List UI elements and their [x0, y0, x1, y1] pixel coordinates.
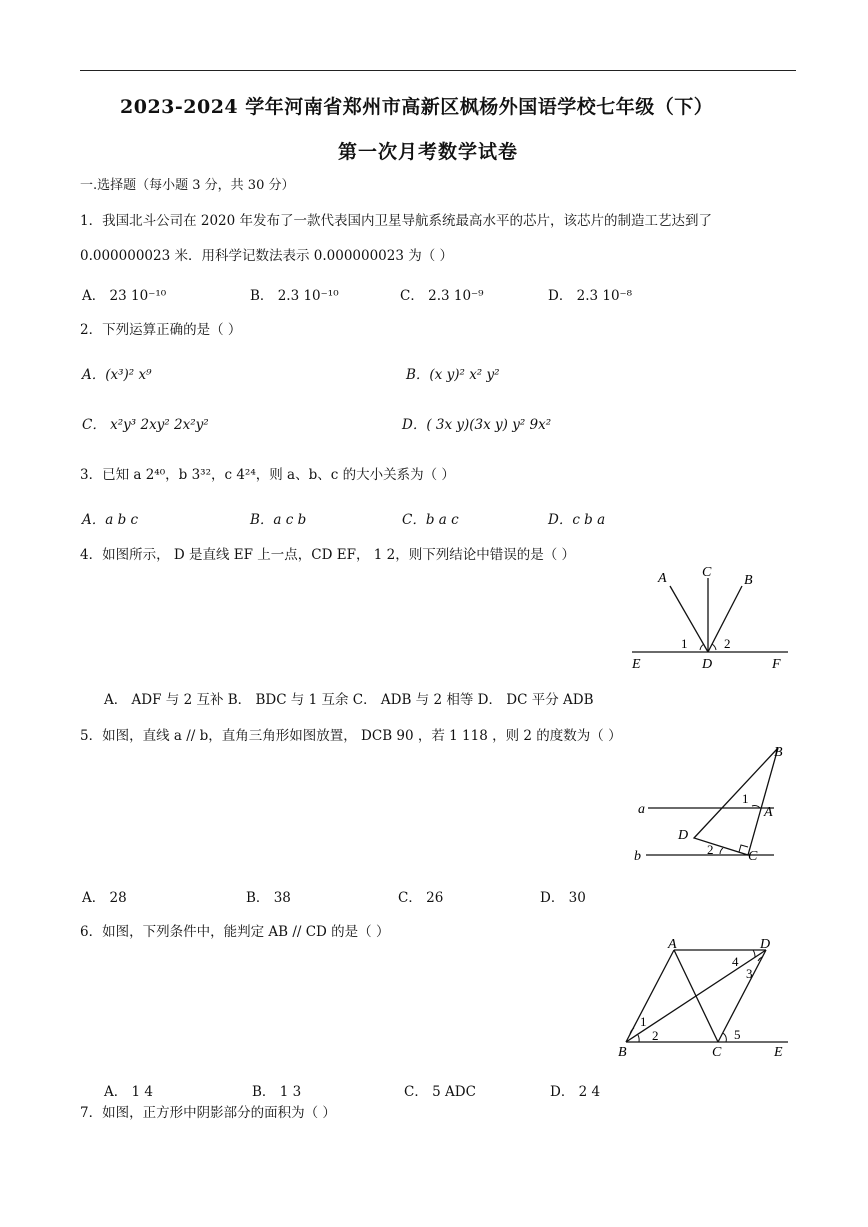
- q4-label-c: C: [702, 565, 712, 580]
- q6-option-c: C． 5 ADC: [404, 1084, 476, 1100]
- header-rule: [80, 70, 796, 71]
- q6-option-a: A． 1 4: [104, 1084, 154, 1100]
- q1-option-a: A． 23 10⁻¹⁰: [82, 288, 167, 304]
- q3-stem: 3．已知 a 2⁴⁰，b 3³²，c 4²⁴，则 a、b、c 的大小关系为（ ）: [80, 467, 455, 483]
- section-heading: 一.选择题（每小题 3 分，共 30 分）: [80, 178, 295, 193]
- q5-label-2: 2: [707, 842, 714, 857]
- q5-figure: [620, 738, 790, 866]
- q5-label-1: 1: [742, 791, 749, 806]
- q6-label-d: D: [760, 937, 771, 952]
- q1-stem-line1: 1．我国北斗公司在 2020 年发布了一款代表国内卫星导航系统最高水平的芯片，该芯片的制造工艺达到了: [80, 213, 713, 229]
- q6-label-5: 5: [734, 1027, 741, 1042]
- q5-option-c: C． 26: [398, 890, 444, 906]
- q4-label-b: B: [744, 573, 753, 588]
- q5-stem: 5．如图，直线 a // b，直角三角形如图放置， DCB 90 ，若 1 118 ，则 2 的度数为（ ）: [80, 728, 622, 744]
- q4-stem: 4．如图所示， D 是直线 EF 上一点，CD EF， 1 2，则下列结论中错误的是（ ）: [80, 547, 576, 563]
- q6-option-b: B． 1 3: [252, 1084, 302, 1100]
- q1-option-d: D． 2.3 10⁻⁸: [548, 288, 633, 304]
- q3-option-b: B．a c b: [250, 512, 307, 528]
- exam-title: 2023-2024 学年河南省郑州市高新区枫杨外国语学校七年级（下）: [120, 96, 714, 118]
- q4-label-f: F: [772, 657, 781, 672]
- q6-label-1: 1: [640, 1014, 647, 1029]
- q6-label-a: A: [668, 937, 677, 952]
- q5-label-b-point: B: [774, 745, 783, 760]
- q6-label-3: 3: [746, 966, 753, 981]
- q4-label-e: E: [632, 657, 641, 672]
- q6-label-4: 4: [732, 954, 739, 969]
- q5-label-line-b: b: [634, 849, 641, 864]
- q5-option-b: B． 38: [246, 890, 291, 906]
- q2-option-b: B．(x y)² x² y²: [406, 367, 500, 383]
- q5-label-a-point: A: [764, 805, 773, 820]
- q5-option-d: D． 30: [540, 890, 586, 906]
- q5-label-d: D: [678, 828, 689, 843]
- q6-label-c: C: [712, 1045, 722, 1060]
- q1-option-b: B． 2.3 10⁻¹⁰: [250, 288, 339, 304]
- q2-option-d: D．( 3x y)(3x y) y² 9x²: [402, 417, 552, 433]
- q4-label-d: D: [702, 657, 713, 672]
- q2-option-c: C． x²y³ 2xy² 2x²y²: [82, 417, 209, 433]
- q7-stem: 7．如图，正方形中阴影部分的面积为（ ）: [80, 1105, 336, 1121]
- q3-option-a: A．a b c: [82, 512, 139, 528]
- q5-option-a: A． 28: [82, 890, 127, 906]
- q6-label-2: 2: [652, 1028, 659, 1043]
- q6-label-e: E: [774, 1045, 783, 1060]
- q5-label-c: C: [748, 849, 758, 864]
- q4-label-1: 1: [681, 636, 688, 651]
- q4-options: A． ADF 与 2 互补 B． BDC 与 1 互余 C． ADB 与 2 相等 D． DC 平分 ADB: [104, 692, 594, 708]
- q3-option-c: C．b a c: [402, 512, 459, 528]
- q1-option-c: C． 2.3 10⁻⁹: [400, 288, 484, 304]
- q4-label-2: 2: [724, 636, 731, 651]
- q2-stem: 2．下列运算正确的是（ ）: [80, 322, 242, 338]
- q4-label-a: A: [658, 571, 667, 586]
- q1-stem-line2: 0.000000023 米．用科学记数法表示 0.000000023 为（ ）: [80, 248, 454, 264]
- exam-subtitle: 第一次月考数学试卷: [338, 141, 519, 163]
- q3-option-d: D．c b a: [548, 512, 606, 528]
- q5-label-line-a: a: [638, 802, 645, 817]
- q6-option-d: D． 2 4: [550, 1084, 601, 1100]
- q6-figure: [612, 936, 792, 1060]
- q6-label-b: B: [618, 1045, 627, 1060]
- q4-figure: [620, 560, 790, 672]
- q2-option-a: A．(x³)² x⁹: [82, 367, 152, 383]
- q6-stem: 6．如图，下列条件中，能判定 AB // CD 的是（ ）: [80, 924, 390, 940]
